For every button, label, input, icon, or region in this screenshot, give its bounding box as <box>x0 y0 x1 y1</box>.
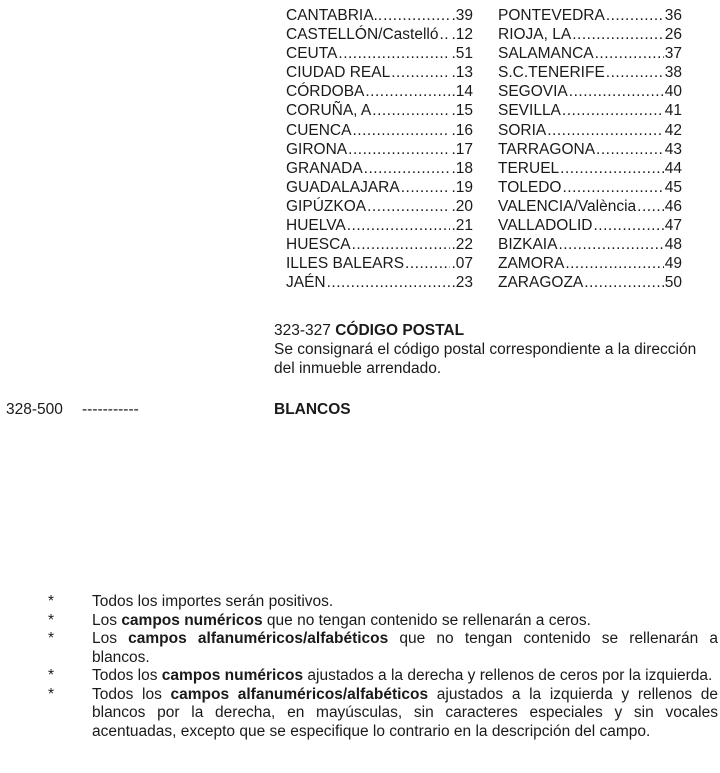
dot-leader <box>352 121 450 140</box>
note-text <box>92 612 591 629</box>
province-code: .17 <box>451 140 473 158</box>
province-code: 26 <box>664 26 682 44</box>
note-text <box>92 667 712 684</box>
codigo-postal-section <box>274 321 720 378</box>
province-entry <box>498 6 682 25</box>
province-name: HUESCA <box>286 236 351 254</box>
province-entry <box>498 254 682 273</box>
province-name: CORUÑA, A <box>286 102 372 120</box>
province-name: CANTABRIA.. <box>286 7 383 24</box>
province-code: .15 <box>451 102 473 120</box>
codigo-postal-title: CÓDIGO POSTAL <box>335 322 465 339</box>
province-entry <box>498 216 682 235</box>
bullet-asterisk: * <box>48 611 55 629</box>
blancos-title: BLANCOS <box>274 401 351 418</box>
province-entry <box>498 140 682 159</box>
note-fragment: Los <box>92 611 122 629</box>
note-fragment: que no tengan contenido se rellenarán a ceros. <box>262 611 591 629</box>
province-row <box>286 178 682 197</box>
dot-leader <box>558 235 663 254</box>
province-row <box>286 6 682 25</box>
province-code: .14 <box>451 83 473 101</box>
province-entry <box>498 25 682 44</box>
note-text <box>92 686 718 740</box>
dot-leader <box>593 216 663 235</box>
province-name: HUELVA <box>286 217 346 235</box>
note-text <box>92 630 718 666</box>
province-code: 50 <box>664 274 682 292</box>
bullet-asterisk: * <box>48 667 55 684</box>
province-name: TARRAGONA <box>498 140 596 158</box>
province-code: .16 <box>451 121 473 139</box>
dot-leader <box>364 159 451 178</box>
province-name: ZAMORA <box>498 255 565 273</box>
dot-leader <box>547 121 664 140</box>
note-fragment: ajustados a la derecha y rellenos de ceros por la izquierda. <box>303 667 713 684</box>
province-row <box>286 235 682 254</box>
bullet-asterisk: * <box>48 593 55 610</box>
note-fragment: Todos los <box>92 685 171 703</box>
province-name: VALLADOLID <box>498 217 593 235</box>
notes-list <box>48 593 718 741</box>
province-row <box>286 44 682 63</box>
note-item <box>48 612 718 631</box>
province-name: ZARAGOZA <box>498 274 584 292</box>
province-name: ILLES BALEARS <box>286 255 405 273</box>
dot-leader <box>606 6 664 25</box>
province-name: CUENCA <box>286 121 352 139</box>
province-name: VALENCIA/València <box>498 197 637 215</box>
bullet-asterisk: * <box>48 685 55 703</box>
province-entry <box>498 63 682 82</box>
province-code: 45 <box>664 178 682 196</box>
note-text <box>92 593 333 610</box>
province-entry <box>498 101 682 120</box>
codigo-postal-description: Se consignará el código postal correspondiente a la dirección del inmueble arrendado. <box>274 341 697 377</box>
note-fragment: Los <box>92 630 129 647</box>
province-entry <box>286 63 473 82</box>
note-fragment: que no tengan contenido se rellenarán a blancos. <box>92 630 718 666</box>
note-item <box>48 686 718 742</box>
province-row <box>286 197 682 216</box>
dot-leader <box>595 44 664 63</box>
province-row <box>286 273 682 292</box>
dot-leader <box>439 25 450 44</box>
note-emphasis: campos alfanuméricos/alfabéticos <box>128 630 389 647</box>
province-entry <box>286 140 473 159</box>
province-code: .12 <box>451 26 473 44</box>
province-entry <box>498 159 682 178</box>
province-entry <box>498 273 682 292</box>
province-entry <box>498 178 682 197</box>
province-entry <box>286 254 473 273</box>
province-name: TOLEDO <box>498 178 562 196</box>
province-name: PONTEVEDRA <box>498 7 605 24</box>
dot-leader <box>327 273 451 292</box>
dot-leader <box>560 159 664 178</box>
bullet-asterisk: * <box>48 630 55 647</box>
province-name: GRANADA <box>286 159 363 177</box>
note-emphasis: campos numéricos <box>161 667 304 684</box>
dot-leader <box>405 254 450 273</box>
province-name: SEGOVIA <box>498 83 568 101</box>
province-code: 37 <box>664 45 682 63</box>
dot-leader <box>584 273 663 292</box>
dot-leader <box>348 140 450 159</box>
codigo-postal-heading <box>274 321 720 340</box>
dot-leader <box>365 82 450 101</box>
province-row <box>286 216 682 235</box>
province-row <box>286 254 682 273</box>
note-fragment: Todos los <box>92 667 162 684</box>
province-entry <box>498 121 682 140</box>
province-code: .07 <box>451 255 473 273</box>
dot-leader <box>391 63 450 82</box>
province-code: 43 <box>664 140 682 158</box>
province-code: .39 <box>451 7 473 24</box>
dot-leader <box>596 140 664 159</box>
note-item <box>48 667 718 686</box>
dot-leader <box>565 254 663 273</box>
note-item <box>48 630 718 667</box>
province-code: .21 <box>451 217 473 235</box>
province-name: CÓRDOBA <box>286 83 365 101</box>
province-name: JAÉN <box>286 274 326 292</box>
province-code: 38 <box>664 64 682 82</box>
province-name: GIRONA <box>286 140 348 158</box>
province-entry <box>286 121 473 140</box>
province-entry <box>498 197 682 216</box>
province-name: CEUTA <box>286 45 338 63</box>
codigo-postal-positions: 323-327 <box>274 322 331 339</box>
dot-leader <box>401 178 451 197</box>
province-entry <box>286 235 473 254</box>
dot-leader <box>338 44 450 63</box>
province-entry <box>286 178 473 197</box>
province-name: S.C.TENERIFE <box>498 64 605 82</box>
province-name: SEVILLA <box>498 102 561 120</box>
province-code: .20 <box>451 197 473 215</box>
province-code: 47 <box>664 217 682 235</box>
province-name: CIUDAD REAL <box>286 64 391 82</box>
province-code: 46 <box>664 197 682 215</box>
province-entry <box>286 216 473 235</box>
province-row <box>286 25 682 44</box>
province-code: .13 <box>451 64 473 82</box>
province-entry <box>286 101 473 120</box>
province-code: 49 <box>664 255 682 273</box>
province-code: 48 <box>664 236 682 254</box>
province-code: 42 <box>664 121 682 139</box>
province-entry <box>286 44 473 63</box>
province-code-table <box>286 6 682 292</box>
dot-leader <box>562 178 663 197</box>
province-entry <box>286 25 473 44</box>
dot-leader <box>569 82 664 101</box>
province-code: .23 <box>451 274 473 292</box>
province-row <box>286 63 682 82</box>
province-name: SALAMANCA <box>498 45 594 63</box>
province-name: CASTELLÓN/Castelló <box>286 26 439 44</box>
province-entry <box>498 82 682 101</box>
dot-leader <box>572 25 664 44</box>
province-code: 40 <box>664 83 682 101</box>
note-emphasis: campos alfanuméricos/alfabéticos <box>170 685 429 703</box>
note-item <box>48 593 718 612</box>
dot-leader <box>562 101 664 120</box>
province-code: 41 <box>664 102 682 120</box>
dot-leader <box>637 197 664 216</box>
province-code: 44 <box>664 159 682 177</box>
dot-leader <box>347 216 451 235</box>
blancos-row <box>0 400 720 420</box>
province-name: BIZKAIA <box>498 236 558 254</box>
province-name: SORIA <box>498 121 547 139</box>
province-entry <box>286 82 473 101</box>
province-code: .51 <box>451 45 473 63</box>
province-row <box>286 101 682 120</box>
note-emphasis: campos numéricos <box>121 611 263 629</box>
dot-leader <box>372 101 450 120</box>
blancos-positions: 328-500 <box>6 401 63 418</box>
province-row <box>286 121 682 140</box>
province-code: 36 <box>664 7 682 24</box>
province-name: TERUEL <box>498 159 560 177</box>
province-code: .18 <box>451 159 473 177</box>
province-name: GIPÚZKOA <box>286 197 367 215</box>
blancos-dashes: ----------- <box>82 401 139 418</box>
dot-leader <box>367 197 450 216</box>
note-fragment: ajustados a la izquierda y rellenos de blancos por la derecha, en mayúsculas, sin caracteres especiales y sin vocales acentuadas, excepto que se especifique lo contrario en la descripción del campo. <box>92 685 718 740</box>
province-row <box>286 159 682 178</box>
province-entry <box>286 197 473 216</box>
province-name: RIOJA, LA <box>498 26 572 44</box>
province-row <box>286 140 682 159</box>
province-entry <box>286 273 473 292</box>
province-entry <box>498 235 682 254</box>
province-entry <box>286 159 473 178</box>
province-entry <box>498 44 682 63</box>
province-name: GUADALAJARA <box>286 178 400 196</box>
dot-leader <box>606 63 664 82</box>
province-code: .22 <box>451 236 473 254</box>
province-row <box>286 82 682 101</box>
province-code: .19 <box>451 178 473 196</box>
dot-leader <box>352 235 451 254</box>
note-fragment: Todos los importes serán positivos. <box>92 593 334 610</box>
province-entry <box>286 6 473 25</box>
dot-leader <box>383 6 450 25</box>
